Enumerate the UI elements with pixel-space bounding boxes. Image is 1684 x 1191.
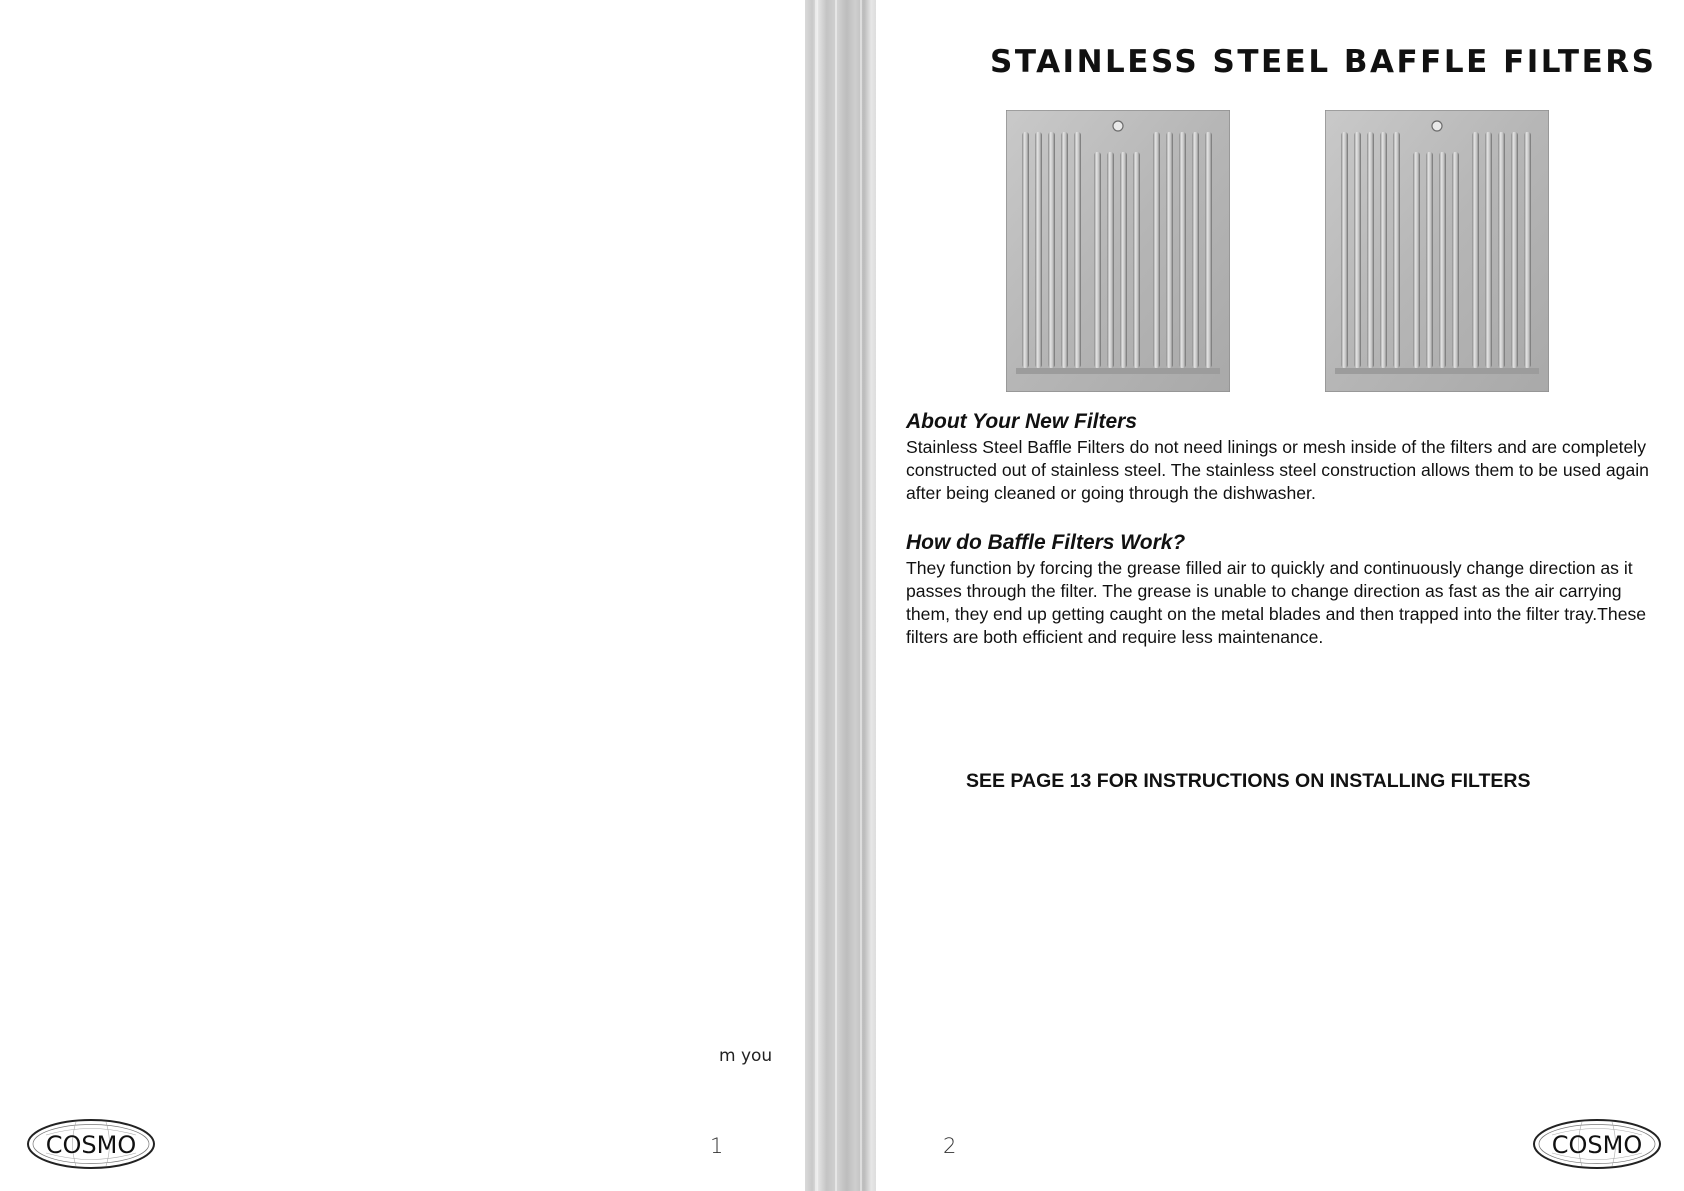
- section-body-how: They function by forcing the grease filled air to quickly and continuously change direction as it passes through the filter. The grease is unable to change direction as fast as the air carrying them, they end up getting caught on the metal blades and then trapped into the filter tray.These filters are both efficient and require less maintenance.: [906, 558, 1647, 647]
- svg-text:COSMO: COSMO: [1551, 1131, 1643, 1159]
- svg-text:COSMO: COSMO: [45, 1131, 137, 1159]
- baffle-filter-image: [1006, 110, 1230, 392]
- page-title: STAINLESS STEEL BAFFLE FILTERS: [990, 44, 1657, 80]
- page-number-left: 1: [710, 1134, 724, 1158]
- cosmo-logo-right: [1532, 1118, 1662, 1170]
- text-fragment: m you: [719, 1046, 773, 1066]
- cosmo-logo-left: [26, 1118, 156, 1170]
- book-spine: [805, 0, 877, 1191]
- left-page: [0, 0, 808, 1191]
- baffle-filter-image: [1325, 110, 1549, 392]
- section-heading-how: How do Baffle Filters Work?: [906, 531, 1186, 554]
- page-number-right: 2: [943, 1134, 957, 1158]
- section-heading-about: About Your New Filters: [906, 410, 1138, 433]
- section-body-about: Stainless Steel Baffle Filters do not need linings or mesh inside of the filters and are completely constructed out of stainless steel. The stainless steel construction allows them to be used again after being cleaned or going through the dishwasher.: [906, 437, 1649, 503]
- install-instructions-note: SEE PAGE 13 FOR INSTRUCTIONS ON INSTALLING FILTERS: [966, 770, 1531, 792]
